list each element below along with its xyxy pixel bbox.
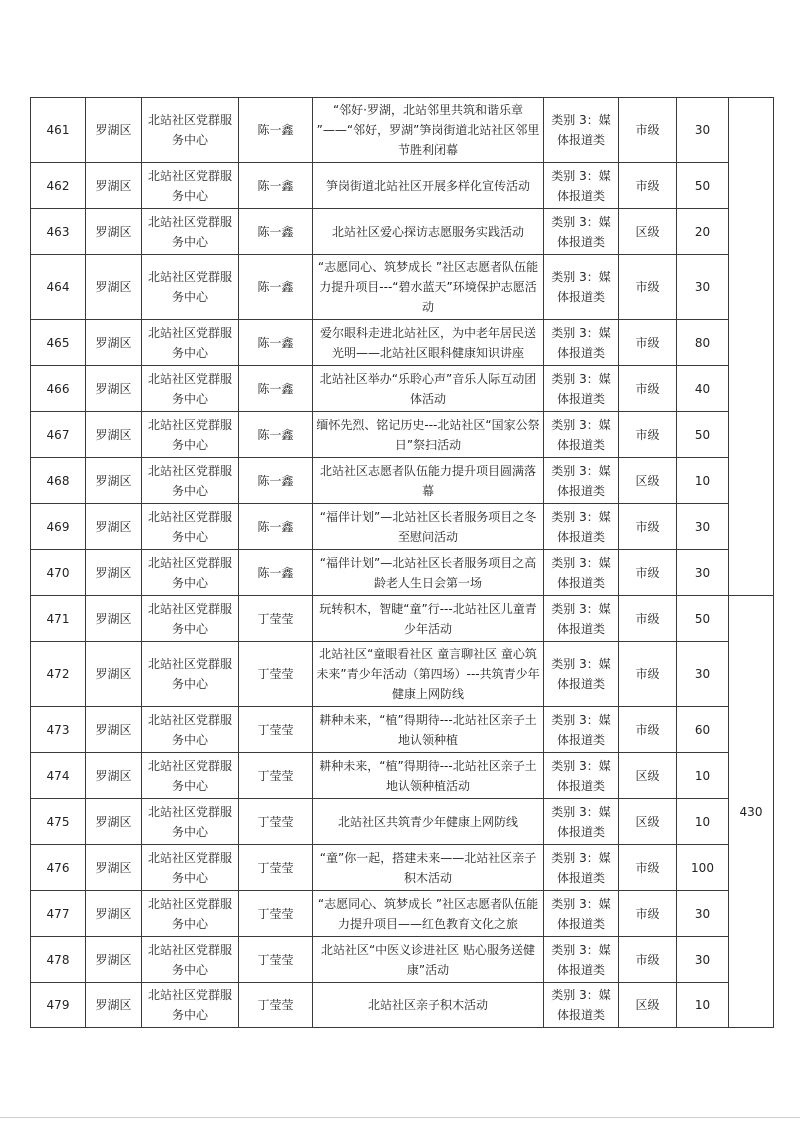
district-cell: 罗湖区 — [86, 707, 142, 753]
person-cell: 陈一鑫 — [239, 255, 313, 320]
organization-cell: 北站社区党群服务中心 — [142, 983, 239, 1028]
activity-title-cell: “童”你一起，搭建未来——北站社区亲子积木活动 — [313, 845, 544, 891]
score-cell: 30 — [677, 937, 729, 983]
table-row — [31, 412, 774, 458]
level-cell: 区级 — [619, 799, 677, 845]
group-total-cell: 430 — [729, 596, 774, 1028]
table-row — [31, 707, 774, 753]
level-cell: 市级 — [619, 937, 677, 983]
activity-title-cell: “福伴计划”—北站社区长者服务项目之冬至慰问活动 — [313, 504, 544, 550]
organization-cell: 北站社区党群服务中心 — [142, 550, 239, 596]
level-cell: 市级 — [619, 550, 677, 596]
activity-title-cell: 耕种未来，“植”得期待---北站社区亲子土地认领种植活动 — [313, 753, 544, 799]
score-cell: 30 — [677, 98, 729, 163]
activity-title-cell: “邻好·罗湖，北站邻里共筑和谐乐章 ”——“邻好，罗湖”笋岗街道北站社区邻里节胜利闭幕 — [313, 98, 544, 163]
row-number-cell: 473 — [31, 707, 86, 753]
report-table-sheet — [30, 97, 774, 1028]
activity-title-cell: 耕种未来，“植”得期待---北站社区亲子土地认领种植 — [313, 707, 544, 753]
category-cell: 类别 3：媒体报道类 — [544, 209, 619, 255]
row-number-cell: 474 — [31, 753, 86, 799]
category-cell: 类别 3：媒体报道类 — [544, 753, 619, 799]
row-number-cell: 463 — [31, 209, 86, 255]
activity-title-cell: 爱尔眼科走进北站社区，为中老年居民送光明——北站社区眼科健康知识讲座 — [313, 320, 544, 366]
level-cell: 区级 — [619, 458, 677, 504]
level-cell: 区级 — [619, 983, 677, 1028]
category-cell: 类别 3：媒体报道类 — [544, 983, 619, 1028]
person-cell: 陈一鑫 — [239, 209, 313, 255]
district-cell: 罗湖区 — [86, 550, 142, 596]
row-number-cell: 476 — [31, 845, 86, 891]
district-cell: 罗湖区 — [86, 596, 142, 642]
district-cell: 罗湖区 — [86, 845, 142, 891]
person-cell: 陈一鑫 — [239, 98, 313, 163]
table-row — [31, 753, 774, 799]
score-cell: 60 — [677, 707, 729, 753]
organization-cell: 北站社区党群服务中心 — [142, 163, 239, 209]
score-cell: 80 — [677, 320, 729, 366]
row-number-cell: 475 — [31, 799, 86, 845]
row-number-cell: 461 — [31, 98, 86, 163]
level-cell: 区级 — [619, 209, 677, 255]
organization-cell: 北站社区党群服务中心 — [142, 937, 239, 983]
score-cell: 10 — [677, 753, 729, 799]
organization-cell: 北站社区党群服务中心 — [142, 504, 239, 550]
score-cell: 20 — [677, 209, 729, 255]
category-cell: 类别 3：媒体报道类 — [544, 799, 619, 845]
activity-score-table — [30, 97, 774, 1028]
activity-title-cell: 北站社区“中医义诊进社区 贴心服务送健康”活动 — [313, 937, 544, 983]
organization-cell: 北站社区党群服务中心 — [142, 98, 239, 163]
level-cell: 市级 — [619, 320, 677, 366]
person-cell: 陈一鑫 — [239, 504, 313, 550]
table-row — [31, 98, 774, 163]
category-cell: 类别 3：媒体报道类 — [544, 504, 619, 550]
category-cell: 类别 3：媒体报道类 — [544, 366, 619, 412]
level-cell: 市级 — [619, 163, 677, 209]
district-cell: 罗湖区 — [86, 320, 142, 366]
table-row — [31, 891, 774, 937]
activity-title-cell: “福伴计划”—北站社区长者服务项目之高龄老人生日会第一场 — [313, 550, 544, 596]
activity-title-cell: 北站社区志愿者队伍能力提升项目圆满落幕 — [313, 458, 544, 504]
activity-title-cell: 北站社区爱心探访志愿服务实践活动 — [313, 209, 544, 255]
table-body — [31, 98, 774, 1028]
score-cell: 30 — [677, 255, 729, 320]
person-cell: 丁莹莹 — [239, 799, 313, 845]
table-row — [31, 163, 774, 209]
person-cell: 丁莹莹 — [239, 707, 313, 753]
score-cell: 30 — [677, 891, 729, 937]
category-cell: 类别 3：媒体报道类 — [544, 320, 619, 366]
row-number-cell: 468 — [31, 458, 86, 504]
table-row — [31, 845, 774, 891]
score-cell: 10 — [677, 458, 729, 504]
district-cell: 罗湖区 — [86, 412, 142, 458]
table-row — [31, 642, 774, 707]
table-row — [31, 209, 774, 255]
organization-cell: 北站社区党群服务中心 — [142, 596, 239, 642]
table-row — [31, 550, 774, 596]
organization-cell: 北站社区党群服务中心 — [142, 366, 239, 412]
level-cell: 市级 — [619, 845, 677, 891]
row-number-cell: 462 — [31, 163, 86, 209]
level-cell: 市级 — [619, 412, 677, 458]
table-row — [31, 504, 774, 550]
row-number-cell: 464 — [31, 255, 86, 320]
activity-title-cell: “志愿同心、筑梦成长 ”社区志愿者队伍能力提升项目---“碧水蓝天”环境保护志愿活动 — [313, 255, 544, 320]
row-number-cell: 478 — [31, 937, 86, 983]
category-cell: 类别 3：媒体报道类 — [544, 412, 619, 458]
organization-cell: 北站社区党群服务中心 — [142, 707, 239, 753]
person-cell: 丁莹莹 — [239, 983, 313, 1028]
activity-title-cell: 缅怀先烈、铭记历史---北站社区“国家公祭日”祭扫活动 — [313, 412, 544, 458]
organization-cell: 北站社区党群服务中心 — [142, 458, 239, 504]
row-number-cell: 469 — [31, 504, 86, 550]
page-bottom-rule — [0, 1117, 800, 1118]
level-cell: 市级 — [619, 707, 677, 753]
district-cell: 罗湖区 — [86, 891, 142, 937]
score-cell: 50 — [677, 163, 729, 209]
category-cell: 类别 3：媒体报道类 — [544, 845, 619, 891]
category-cell: 类别 3：媒体报道类 — [544, 642, 619, 707]
district-cell: 罗湖区 — [86, 642, 142, 707]
district-cell: 罗湖区 — [86, 458, 142, 504]
person-cell: 陈一鑫 — [239, 320, 313, 366]
category-cell: 类别 3：媒体报道类 — [544, 937, 619, 983]
category-cell: 类别 3：媒体报道类 — [544, 550, 619, 596]
district-cell: 罗湖区 — [86, 98, 142, 163]
person-cell: 丁莹莹 — [239, 937, 313, 983]
row-number-cell: 472 — [31, 642, 86, 707]
level-cell: 市级 — [619, 504, 677, 550]
organization-cell: 北站社区党群服务中心 — [142, 642, 239, 707]
category-cell: 类别 3：媒体报道类 — [544, 458, 619, 504]
score-cell: 10 — [677, 799, 729, 845]
district-cell: 罗湖区 — [86, 255, 142, 320]
district-cell: 罗湖区 — [86, 753, 142, 799]
category-cell: 类别 3：媒体报道类 — [544, 255, 619, 320]
person-cell: 丁莹莹 — [239, 891, 313, 937]
activity-title-cell: 玩转积木，智睫“童”行---北站社区儿童青少年活动 — [313, 596, 544, 642]
organization-cell: 北站社区党群服务中心 — [142, 320, 239, 366]
level-cell: 市级 — [619, 642, 677, 707]
person-cell: 丁莹莹 — [239, 753, 313, 799]
person-cell: 陈一鑫 — [239, 366, 313, 412]
category-cell: 类别 3：媒体报道类 — [544, 891, 619, 937]
organization-cell: 北站社区党群服务中心 — [142, 209, 239, 255]
category-cell: 类别 3：媒体报道类 — [544, 596, 619, 642]
organization-cell: 北站社区党群服务中心 — [142, 255, 239, 320]
level-cell: 市级 — [619, 255, 677, 320]
activity-title-cell: “志愿同心、筑梦成长 ”社区志愿者队伍能力提升项目——红色教育文化之旅 — [313, 891, 544, 937]
score-cell: 100 — [677, 845, 729, 891]
district-cell: 罗湖区 — [86, 366, 142, 412]
category-cell: 类别 3：媒体报道类 — [544, 163, 619, 209]
activity-title-cell: 北站社区共筑青少年健康上网防线 — [313, 799, 544, 845]
row-number-cell: 466 — [31, 366, 86, 412]
score-cell: 50 — [677, 412, 729, 458]
score-cell: 30 — [677, 504, 729, 550]
person-cell: 陈一鑫 — [239, 412, 313, 458]
row-number-cell: 470 — [31, 550, 86, 596]
table-row — [31, 983, 774, 1028]
level-cell: 市级 — [619, 98, 677, 163]
person-cell: 陈一鑫 — [239, 458, 313, 504]
district-cell: 罗湖区 — [86, 983, 142, 1028]
district-cell: 罗湖区 — [86, 209, 142, 255]
district-cell: 罗湖区 — [86, 163, 142, 209]
level-cell: 市级 — [619, 891, 677, 937]
person-cell: 丁莹莹 — [239, 596, 313, 642]
organization-cell: 北站社区党群服务中心 — [142, 845, 239, 891]
level-cell: 市级 — [619, 596, 677, 642]
table-row — [31, 366, 774, 412]
organization-cell: 北站社区党群服务中心 — [142, 799, 239, 845]
person-cell: 丁莹莹 — [239, 642, 313, 707]
row-number-cell: 467 — [31, 412, 86, 458]
table-row — [31, 937, 774, 983]
table-row — [31, 458, 774, 504]
category-cell: 类别 3：媒体报道类 — [544, 98, 619, 163]
district-cell: 罗湖区 — [86, 799, 142, 845]
activity-title-cell: 北站社区亲子积木活动 — [313, 983, 544, 1028]
level-cell: 区级 — [619, 753, 677, 799]
score-cell: 10 — [677, 983, 729, 1028]
score-cell: 50 — [677, 596, 729, 642]
district-cell: 罗湖区 — [86, 504, 142, 550]
organization-cell: 北站社区党群服务中心 — [142, 412, 239, 458]
activity-title-cell: 笋岗街道北站社区开展多样化宣传活动 — [313, 163, 544, 209]
table-row — [31, 799, 774, 845]
row-number-cell: 477 — [31, 891, 86, 937]
category-cell: 类别 3：媒体报道类 — [544, 707, 619, 753]
person-cell: 丁莹莹 — [239, 845, 313, 891]
activity-title-cell: 北站社区举办“乐聆心声”音乐人际互动团体活动 — [313, 366, 544, 412]
person-cell: 陈一鑫 — [239, 550, 313, 596]
row-number-cell: 479 — [31, 983, 86, 1028]
district-cell: 罗湖区 — [86, 937, 142, 983]
organization-cell: 北站社区党群服务中心 — [142, 891, 239, 937]
score-cell: 30 — [677, 642, 729, 707]
activity-title-cell: 北站社区“童眼看社区 童言聊社区 童心筑未来”青少年活动（第四场）---共筑青少年健康上网防线 — [313, 642, 544, 707]
group-total-cell — [729, 98, 774, 596]
table-row — [31, 320, 774, 366]
table-row — [31, 596, 774, 642]
table-row — [31, 255, 774, 320]
row-number-cell: 471 — [31, 596, 86, 642]
row-number-cell: 465 — [31, 320, 86, 366]
level-cell: 市级 — [619, 366, 677, 412]
organization-cell: 北站社区党群服务中心 — [142, 753, 239, 799]
score-cell: 40 — [677, 366, 729, 412]
score-cell: 30 — [677, 550, 729, 596]
person-cell: 陈一鑫 — [239, 163, 313, 209]
